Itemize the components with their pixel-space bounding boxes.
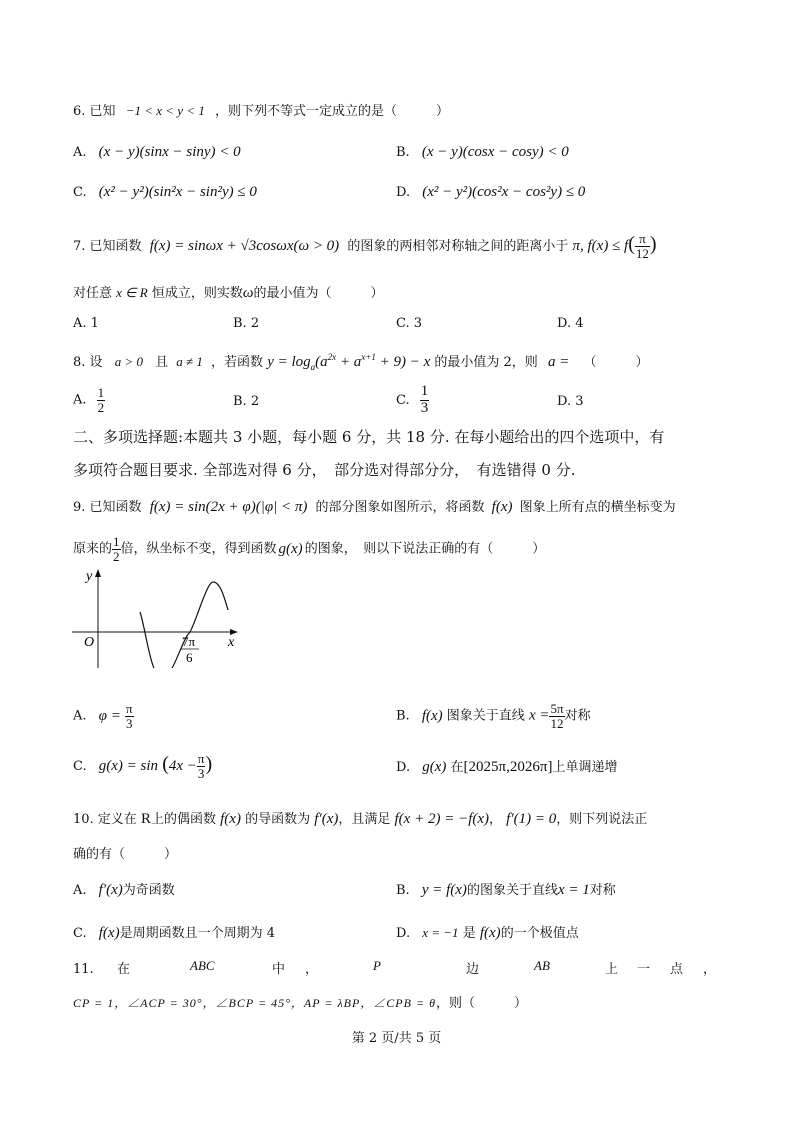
q11-number: 11. [73, 962, 94, 977]
q6-option-a: A. (x − y)(sinx − siny) < 0 [73, 144, 241, 160]
q7-stem: 7. 已知函数 f(x) = sinωx + √3cosωx(ω > 0) 的图象的两相邻对称轴之间的距离小于 π, f(x) ≤ f( $\frac{\pi}{12}$ ) [73, 231, 657, 261]
q9-option-a: A. φ = $\frac{\pi}{3}$ [73, 701, 133, 731]
q11-triangle: ABC [190, 958, 215, 973]
q11-side-ab: AB [534, 958, 550, 973]
q6-stem: 6. 已知 −1 < x < y < 1 ，则下列不等式一定成立的是（ ） [73, 103, 449, 119]
q10-option-b: B. y = f(x)的图象关于直线x = 1对称 [396, 882, 616, 898]
q6-option-b: B. (x − y)(cosx − cosy) < 0 [396, 144, 569, 160]
q9-option-d: D. g(x) 在[2025π,2026π]上单调递增 [396, 759, 618, 775]
q6-option-d: D. (x² − y²)(cos²x − cos²y) ≤ 0 [396, 184, 586, 200]
q11-word-point: 点 [670, 962, 684, 977]
q8-stem: 8. 设 a > 0 且 a ≠ 1 ，若函数 $y = \log_a(a^{2x} + a^{x+1} + 9) - x$ 的最小值为 2，则 a = （ ） [73, 352, 649, 372]
q8-option-c: C. $\frac{1}{3}$ [396, 383, 429, 416]
q6-condition: −1 < x < y < 1 [125, 103, 205, 118]
q8-option-b: B. 2 [233, 394, 260, 409]
q11-word-one: 一 [637, 962, 651, 977]
graph-tick-denominator: 6 [186, 650, 193, 665]
q6-option-c: C. (x² − y²)(sin²x − sin²y) ≤ 0 [73, 184, 257, 200]
sine-curve [140, 582, 228, 668]
graph-origin-label: O [84, 635, 95, 650]
q10-option-d: D. x = −1 是 f(x)的一个极值点 [396, 925, 579, 941]
graph-tick-numerator: 7π [182, 634, 196, 649]
q10-line2: 确的有（ ） [73, 847, 178, 862]
q9-option-b: B. f(x) 图象关于直线 x = $\frac{5\pi}{12}$ 对称 [396, 701, 591, 731]
graph-y-label: y [86, 569, 93, 584]
q9-line2: 原来的 $\frac{1}{2}$ 倍，纵坐标不变，得到函数 g(x) 的图象， 则以下说法正确的有（ ） [73, 534, 546, 564]
q8-option-d: D. 3 [557, 394, 584, 409]
q11-word-side: 边 [466, 962, 480, 977]
q10-option-c: C. f(x)是周期函数且一个周期为 4 [73, 925, 275, 941]
y-axis-arrow-icon [95, 569, 101, 577]
page-footer: 第 2 页/共 5 页 [351, 1031, 442, 1046]
q7-line2: 对任意 x ∈ R 恒成立，则实数ω的最小值为（ ） [73, 285, 384, 301]
graph-x-label: x [228, 635, 235, 650]
section2-heading-line1: 二、多项选择题:本题共 3 小题，每小题 6 分，共 18 分. 在每小题给出的四个选项中，有 [73, 428, 665, 446]
q11-word-middle: 中 [272, 962, 286, 977]
q11-word-in: 在 [117, 962, 131, 977]
q11-comma-2: ， [703, 962, 717, 977]
q9-stem: 9. 已知函数 f(x) = sin(2x + φ)(|φ| < π) 的部分图象如图所示，将函数 f(x) 图象上所有点的横坐标变为 [73, 499, 676, 515]
q9-sine-graph [70, 568, 242, 668]
q7-option-c: C. 3 [396, 316, 423, 331]
section2-heading-line2: 多项符合题目要求. 全部选对得 6 分， 部分选对得部分分， 有选错得 0 分. [73, 461, 576, 479]
q7-function: f(x) = sinωx + √3cosωx(ω > 0) [149, 238, 340, 254]
q8-function: $y = \log_a(a^{2x} + a^{x+1} + 9) - x$ [267, 352, 431, 372]
q11-comma-1: ， [305, 962, 319, 977]
q10-option-a: A. f′(x)为奇函数 [73, 882, 175, 898]
q7-option-d: D. 4 [557, 316, 584, 331]
q8-option-a: A. $\frac{1}{2}$ [73, 385, 105, 415]
q7-option-a: A. 1 [73, 316, 99, 331]
q11-point-p: P [373, 958, 381, 973]
q7-option-b: B. 2 [233, 316, 260, 331]
q7-fraction: $\frac{\pi}{12}$ [635, 231, 649, 261]
q9-function: f(x) = sin(2x + φ)(|φ| < π) [149, 499, 308, 515]
q10-stem: 10. 定义在 R上的偶函数 f(x) 的导函数为 f′(x)，且满足 f(x + 2) = −f(x)， f′(1) = 0，则下列说法正 [73, 811, 648, 827]
q9-option-c: C. g(x) = sin (4x − $\frac{\pi}{3}$ ) [73, 751, 213, 781]
q11-word-on: 上 [605, 962, 619, 977]
q11-line2: CP = 1，∠ACP = 30°，∠BCP = 45°，AP = λBP，∠CPB = θ，则（ ） [73, 996, 527, 1011]
